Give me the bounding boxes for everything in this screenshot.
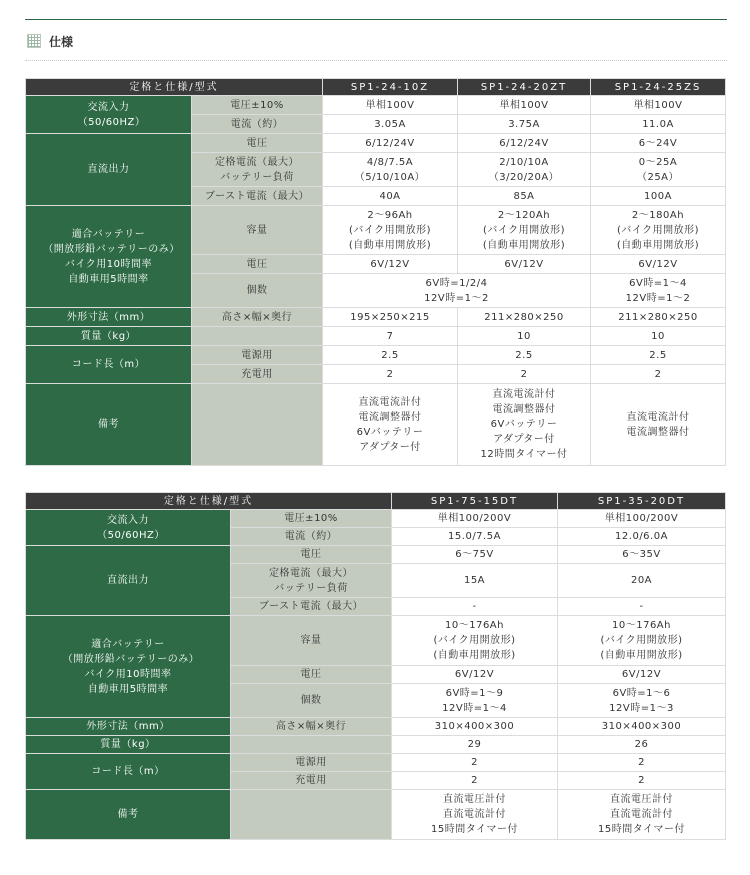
cell-value: 単相100V: [591, 96, 726, 115]
group-label: 交流入力: [107, 514, 149, 526]
cell-value: 3.75A: [458, 115, 591, 134]
model-name: SP1-75-15DT: [392, 493, 558, 510]
row-label: ブースト電流（最大）: [192, 187, 323, 206]
cell-line: (バイク用開放形): [616, 224, 700, 236]
cell-value: 6/12/24V: [458, 134, 591, 153]
cell-value: -: [392, 598, 558, 616]
cell-line: 6V時=1～6: [612, 687, 671, 699]
group-mass: 質量（kg）: [26, 736, 231, 754]
table-row: [26, 134, 726, 153]
cell-value: [323, 153, 458, 187]
cell-line: 12時間タイマー付: [480, 449, 568, 460]
group-label: 適合バッテリー: [71, 228, 146, 240]
model-name: SP1-35-20DT: [558, 493, 726, 510]
cell-line: 12V時=1～4: [442, 702, 507, 714]
cell-value: 6V/12V: [323, 255, 458, 274]
cell-value: 6V/12V: [392, 666, 558, 684]
group-ac-input: [26, 510, 231, 546]
cell-value: 6～24V: [591, 134, 726, 153]
cell-value: 2.5: [458, 346, 591, 365]
cell-line: (自動車用開放形): [433, 650, 516, 661]
group-dc-output: 直流出力: [26, 134, 192, 206]
cell-value: 2: [558, 772, 726, 790]
row-label: 電圧: [192, 255, 323, 274]
cell-line: (自動車用開放形): [348, 239, 432, 251]
cell-value: [323, 206, 458, 255]
cell-value: 26: [558, 736, 726, 754]
cell-line: 15時間タイマー付: [430, 824, 519, 835]
cell-line: 電流調整器付: [626, 426, 690, 438]
cell-value: 100A: [591, 187, 726, 206]
cell-value: [392, 684, 558, 718]
cell-line: 10～176Ah: [612, 620, 671, 631]
row-label-empty: [192, 327, 323, 346]
table-row: [26, 510, 726, 528]
cell-line: (バイク用開放形): [600, 635, 683, 646]
group-label: 自動車用5時間率: [87, 683, 169, 695]
cell-value: 85A: [458, 187, 591, 206]
section-title: 仕様: [49, 34, 74, 49]
cell-line: 電流調整器付: [492, 404, 556, 415]
cell-value: 10: [458, 327, 591, 346]
header-label: 定格と仕様/型式: [26, 493, 392, 510]
cell-value: [591, 384, 726, 466]
row-label: [231, 564, 392, 598]
cell-value: 2: [458, 365, 591, 384]
cell-value: [591, 206, 726, 255]
cell-line: アダプター付: [493, 434, 555, 445]
row-label-line: 定格電流（最大）: [269, 567, 353, 579]
cell-value: 単相100V: [458, 96, 591, 115]
cell-value: 211×280×250: [458, 308, 591, 327]
cell-line: 2～180Ah: [631, 209, 685, 221]
cell-value: [458, 206, 591, 255]
row-label: 個数: [192, 274, 323, 308]
table-row: [26, 206, 726, 255]
group-cord: コード長（m）: [26, 754, 231, 790]
group-notes: 備考: [26, 384, 192, 466]
table-row: [26, 616, 726, 666]
cell-line: 15時間タイマー付: [597, 824, 686, 835]
table-row: [26, 790, 726, 840]
cell-value: [323, 384, 458, 466]
cell-value: 2: [392, 754, 558, 772]
cell-line: 直流電圧計付: [610, 794, 673, 805]
cell-value: 11.0A: [591, 115, 726, 134]
row-label: 電源用: [231, 754, 392, 772]
table-row: [26, 754, 726, 772]
cell-line: 4/8/7.5A: [366, 156, 414, 168]
cell-value: 2: [591, 365, 726, 384]
cell-value: 単相100/200V: [558, 510, 726, 528]
cell-line: （3/20/20A）: [488, 171, 560, 183]
cell-value: 単相100/200V: [392, 510, 558, 528]
cell-value: 6V/12V: [591, 255, 726, 274]
row-label: 電流（約）: [192, 115, 323, 134]
cell-value: 20A: [558, 564, 726, 598]
cell-line: 6Vバッテリー: [356, 426, 424, 438]
row-label: 容量: [231, 616, 392, 666]
row-label: 充電用: [192, 365, 323, 384]
cell-value: [458, 153, 591, 187]
table-row: [26, 384, 726, 466]
table-row: [26, 346, 726, 365]
cell-line: 直流電流計付: [443, 809, 506, 820]
row-label: 容量: [192, 206, 323, 255]
group-mass: 質量（kg）: [26, 327, 192, 346]
row-label: [192, 153, 323, 187]
group-battery: [26, 616, 231, 718]
table-row: [26, 718, 726, 736]
row-label: ブースト電流（最大）: [231, 598, 392, 616]
cell-line: 電流調整器付: [358, 411, 422, 423]
row-label-empty: [192, 384, 323, 466]
cell-line: 0～25A: [638, 156, 678, 168]
cell-value: 15.0/7.5A: [392, 528, 558, 546]
cell-value: 6V/12V: [558, 666, 726, 684]
cell-line: 直流電流計付: [610, 809, 673, 820]
group-label: 適合バッテリー: [91, 638, 165, 650]
group-cord: コード長（m）: [26, 346, 192, 384]
group-dc-output: 直流出力: [26, 546, 231, 616]
row-label: 高さ×幅×奥行: [231, 718, 392, 736]
cell-line: 10～176Ah: [445, 620, 504, 631]
row-label-line: バッテリー負荷: [220, 171, 294, 183]
cell-value: 195×250×215: [323, 308, 458, 327]
cell-line: 2～120Ah: [497, 209, 551, 221]
cell-line: 直流電圧計付: [443, 794, 506, 805]
table-row: [26, 96, 726, 115]
cell-line: 6Vバッテリー: [490, 419, 558, 430]
cell-value: 40A: [323, 187, 458, 206]
group-dimensions: 外形寸法（mm）: [26, 718, 231, 736]
group-ac-input: [26, 96, 192, 134]
model-name: SP1-24-20ZT: [458, 79, 591, 96]
cell-line: (バイク用開放形): [482, 224, 566, 236]
cell-value: 7: [323, 327, 458, 346]
table-row: [26, 308, 726, 327]
cell-value: [558, 790, 726, 840]
group-notes: 備考: [26, 790, 231, 840]
row-label: 電流（約）: [231, 528, 392, 546]
model-name: SP1-24-25ZS: [591, 79, 726, 96]
cell-line: 直流電流計付: [626, 411, 690, 423]
cell-value: 2.5: [323, 346, 458, 365]
row-label-line: 定格電流（最大）: [215, 156, 299, 168]
cell-value: [392, 790, 558, 840]
table-header-row: [26, 493, 726, 510]
cell-value: -: [558, 598, 726, 616]
table-row: [26, 327, 726, 346]
spec-table-2: [25, 492, 726, 840]
row-label: 電圧±10%: [192, 96, 323, 115]
cell-value: 2: [392, 772, 558, 790]
row-label-empty: [231, 790, 392, 840]
cell-line: (自動車用開放形): [600, 650, 683, 661]
cell-value: 310×400×300: [392, 718, 558, 736]
group-label: バイク用10時間率: [64, 258, 153, 270]
cell-line: 2/10/10A: [499, 156, 549, 168]
cell-value: 6/12/24V: [323, 134, 458, 153]
cell-value: 10: [591, 327, 726, 346]
section-heading: [27, 33, 73, 49]
group-label: （50/60HZ）: [77, 116, 146, 128]
header-label: 定格と仕様/型式: [26, 79, 323, 96]
cell-line: (自動車用開放形): [616, 239, 700, 251]
cell-value: 12.0/6.0A: [558, 528, 726, 546]
divider: [25, 60, 727, 61]
cell-value: 単相100V: [323, 96, 458, 115]
cell-value: [392, 616, 558, 666]
cell-line: (バイク用開放形): [348, 224, 432, 236]
row-label: 電圧: [231, 546, 392, 564]
cell-line: アダプター付: [359, 441, 421, 453]
cell-value: 211×280×250: [591, 308, 726, 327]
group-label: バイク用10時間率: [84, 668, 172, 680]
model-name: SP1-24-10Z: [323, 79, 458, 96]
group-label: 交流入力: [87, 101, 130, 113]
cell-value: 6V/12V: [458, 255, 591, 274]
cell-line: (自動車用開放形): [482, 239, 566, 251]
cell-line: 6V時=1～4: [629, 277, 687, 289]
cell-line: （25A）: [636, 171, 680, 183]
cell-line: 直流電流計付: [492, 389, 556, 400]
row-label: 電圧: [231, 666, 392, 684]
cell-line: (バイク用開放形): [433, 635, 516, 646]
row-label: 高さ×幅×奥行: [192, 308, 323, 327]
cell-value: [558, 684, 726, 718]
row-label: 充電用: [231, 772, 392, 790]
cell-value: 3.05A: [323, 115, 458, 134]
cell-line: 12V時=1～3: [609, 702, 674, 714]
cell-line: 直流電流計付: [358, 396, 422, 408]
group-dimensions: 外形寸法（mm）: [26, 308, 192, 327]
cell-value: 2.5: [591, 346, 726, 365]
cell-value: 2: [323, 365, 458, 384]
cell-line: 12V時=1～2: [424, 292, 489, 304]
grid-icon: [27, 34, 41, 48]
cell-line: （5/10/10A）: [354, 171, 426, 183]
group-label: （開放形鉛バッテリーのみ）: [62, 653, 200, 665]
cell-line: 12V時=1～2: [625, 292, 691, 304]
cell-value: 29: [392, 736, 558, 754]
cell-value: 310×400×300: [558, 718, 726, 736]
spec-table-1: [25, 78, 726, 466]
row-label-empty: [231, 736, 392, 754]
cell-value: [591, 153, 726, 187]
table-row: [26, 736, 726, 754]
cell-value: [558, 616, 726, 666]
cell-line: 6V時=1/2/4: [425, 277, 488, 289]
row-label: 電圧±10%: [231, 510, 392, 528]
cell-line: 2～96Ah: [367, 209, 413, 221]
cell-value: 2: [558, 754, 726, 772]
row-label: 個数: [231, 684, 392, 718]
cell-value: [591, 274, 726, 308]
row-label: 電源用: [192, 346, 323, 365]
table-row: [26, 546, 726, 564]
group-label: （開放形鉛バッテリーのみ）: [43, 243, 180, 255]
cell-value: 6～75V: [392, 546, 558, 564]
row-label: 電圧: [192, 134, 323, 153]
cell-value: [323, 274, 591, 308]
group-battery: [26, 206, 192, 308]
group-label: 自動車用5時間率: [68, 273, 149, 285]
group-label: （50/60HZ）: [97, 529, 165, 541]
top-rule: [25, 19, 727, 20]
cell-value: [458, 384, 591, 466]
table-header-row: [26, 79, 726, 96]
cell-value: 6～35V: [558, 546, 726, 564]
cell-value: 15A: [392, 564, 558, 598]
row-label-line: バッテリー負荷: [274, 582, 348, 594]
cell-line: 6V時=1～9: [445, 687, 504, 699]
